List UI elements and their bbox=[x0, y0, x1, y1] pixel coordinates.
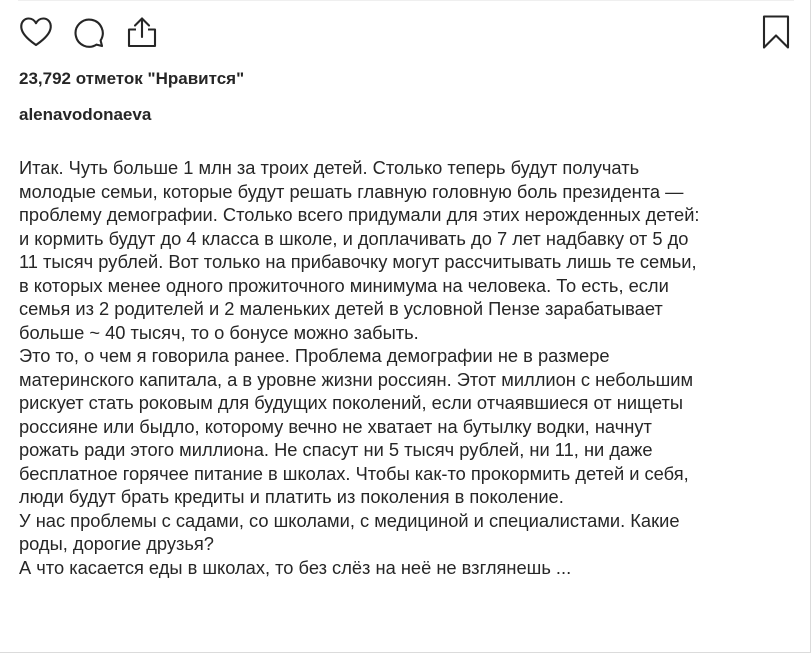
caption-line: в которых менее одного прожиточного минимума на человека. То есть, если bbox=[19, 274, 669, 296]
caption-line: А что касается еды в школах, то без слёз на неё не взглянешь ... bbox=[19, 556, 572, 578]
caption-line: материнского капитала, а в уровне жизни россиян. Этот миллион с небольшим bbox=[19, 368, 694, 390]
post-actions-bar bbox=[16, 12, 796, 52]
top-divider bbox=[18, 0, 794, 1]
caption-line: 11 тысяч рублей. Вот только на прибавочку могут рассчитывать лишь те семьи, bbox=[19, 251, 697, 272]
caption-line: бесплатное горячее питание в школах. Чтобы как-то прокормить детей и себя, bbox=[19, 462, 689, 484]
comment-bubble-icon bbox=[72, 16, 104, 48]
caption-line: У нас проблемы с садами, со школами, с медициной и специалистами. Какие bbox=[19, 509, 680, 531]
caption-line: и кормить будут до 4 класса в школе, и доплачивать до 7 лет надбавку от 5 до bbox=[19, 227, 689, 249]
caption-line: рискует стать роковым для будущих поколений, если отчаявшиеся от нищеты bbox=[19, 392, 683, 413]
post-caption bbox=[19, 156, 799, 579]
comment-button[interactable] bbox=[68, 12, 108, 52]
share-button[interactable] bbox=[122, 12, 162, 52]
caption-line: Итак. Чуть больше 1 млн за троих детей. Столько теперь будут получать bbox=[19, 157, 640, 178]
caption-line: роды, дорогие друзья? bbox=[19, 533, 214, 554]
likes-count[interactable]: 23,792 отметок "Нравится" bbox=[19, 69, 245, 88]
heart-icon bbox=[19, 16, 53, 48]
share-upload-icon bbox=[125, 15, 159, 49]
caption-line: россияне или быдло, которому вечно не хватает на бутылку водки, начнут bbox=[19, 415, 652, 437]
caption-line: рожать ради этого миллиона. Не спасут ни 5 тысяч рублей, ни 11, ни даже bbox=[19, 439, 653, 460]
bookmark-icon bbox=[761, 14, 791, 50]
caption-line: больше ~ 40 тысяч, то о бонусе можно забыть. bbox=[19, 321, 419, 343]
caption-line: молодые семьи, которые будут решать главную головную боль президента — bbox=[19, 180, 684, 202]
caption-line: проблему демографии. Столько всего придумали для этих нерожденных детей: bbox=[19, 204, 700, 225]
post-author-username[interactable]: alenavodonaeva bbox=[19, 105, 152, 124]
like-button[interactable] bbox=[16, 12, 56, 52]
caption-line: люди будут брать кредиты и платить из поколения в поколение. bbox=[19, 486, 564, 507]
caption-line: семья из 2 родителей и 2 маленьких детей в условной Пензе зарабатывает bbox=[19, 298, 663, 319]
save-button[interactable] bbox=[756, 12, 796, 52]
caption-line: Это то, о чем я говорила ранее. Проблема демографии не в размере bbox=[19, 345, 610, 366]
